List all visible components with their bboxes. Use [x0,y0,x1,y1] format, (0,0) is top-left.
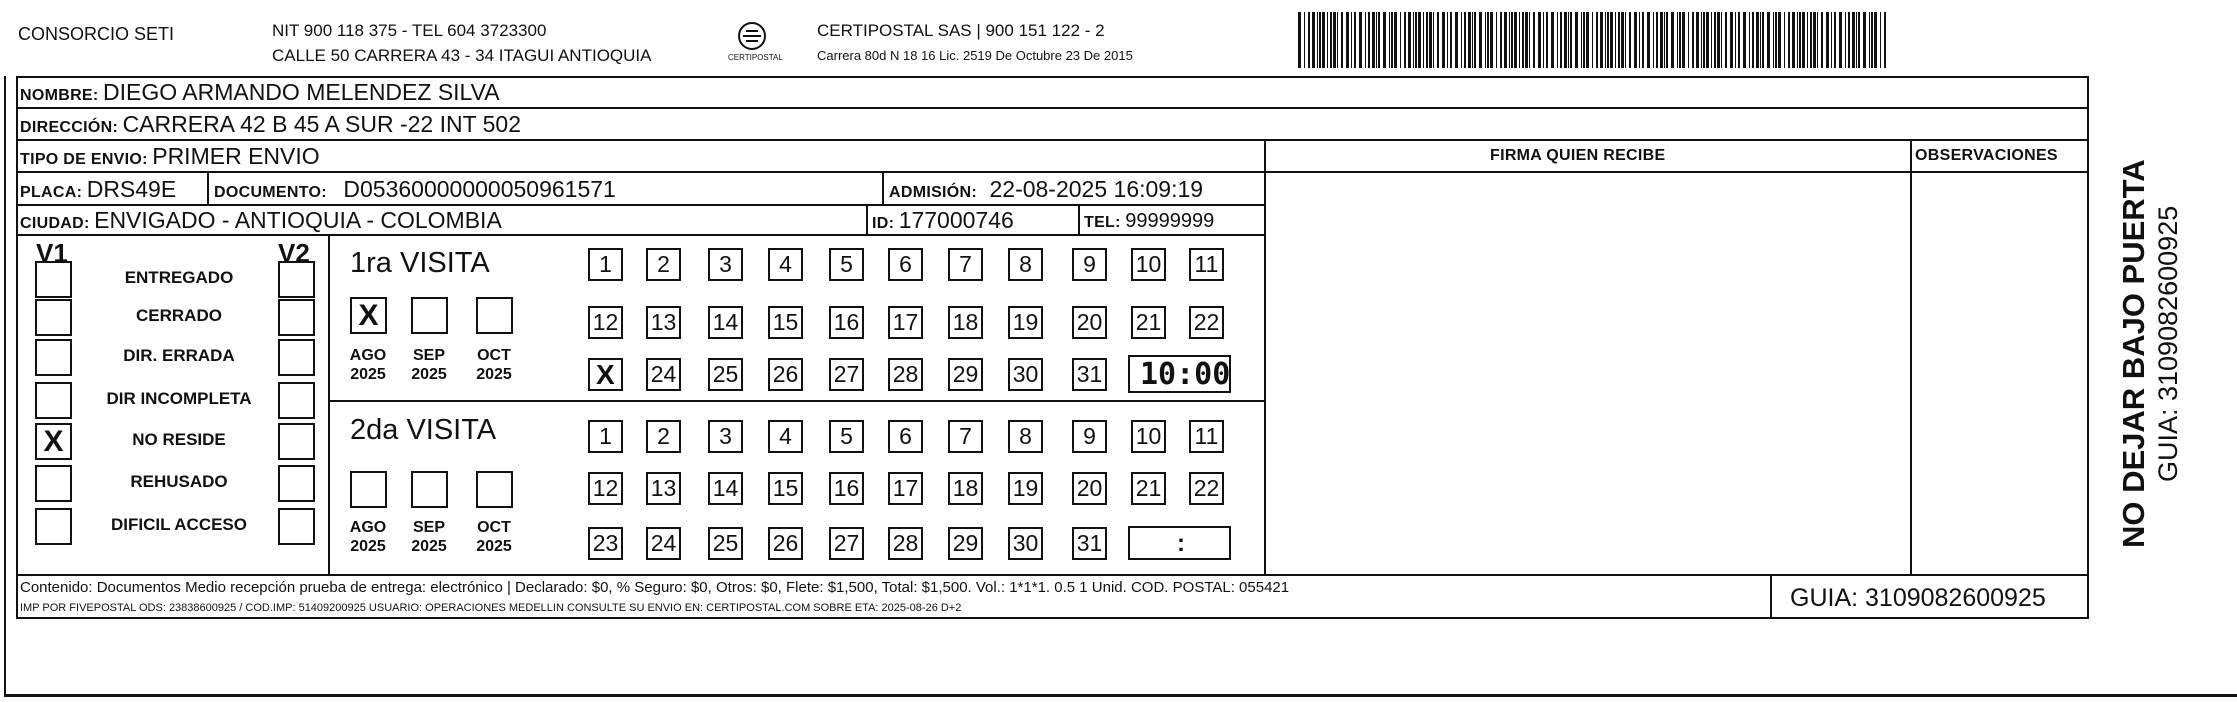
observaciones-label: OBSERVACIONES [1915,147,2058,164]
row-line [328,400,1264,402]
visit2-day-box[interactable]: 1 [588,420,623,453]
visit2-day-box[interactable]: 29 [948,527,983,560]
visit2-day-box[interactable]: 18 [948,472,983,505]
col-line [1910,139,1912,574]
visit1-day-box[interactable]: 3 [708,248,743,281]
visit1-day-box[interactable]: 11 [1189,248,1224,281]
direccion-row [20,113,521,136]
v2-status-checkbox[interactable] [278,465,315,502]
visit1-day-box[interactable]: 15 [768,306,803,339]
visit2-day-box[interactable]: 20 [1072,472,1107,505]
col-line [207,171,209,204]
tel-cell [1084,211,1214,231]
visit2-day-box[interactable]: 30 [1008,527,1043,560]
visit1-time-box[interactable] [1128,355,1231,393]
visit1-day-box[interactable]: 16 [829,306,864,339]
v2-status-checkbox[interactable] [278,339,315,376]
v2-status-checkbox[interactable] [278,382,315,419]
visit2-day-box[interactable]: 5 [829,420,864,453]
visit2-day-box[interactable]: 3 [708,420,743,453]
carrier-sub: Carrera 80d N 18 16 Lic. 2519 De Octubre 23 De 2015 [817,48,1133,63]
v1-status-checkbox[interactable] [35,508,72,545]
footer-contenido: Contenido: Documentos Medio recepción prueba de entrega: electrónico | Declarado: $0, % Seguro: $0, Otros: $0, Flete: $1,500, Total: $1,500. Vol.: 1*1*1. 0.5 1 Unid. COD. POSTAL: 055421 [20,579,1290,596]
v1-status-checkbox[interactable] [35,339,72,376]
col-line [882,171,884,204]
visit2-day-box[interactable]: 10 [1131,420,1166,453]
row-line [16,204,1264,206]
footer-imp: IMP POR FIVEPOSTAL ODS: 23838600925 / COD.IMP: 51409200925 USUARIO: OPERACIONES MEDELLIN CONSULTE SU ENVIO EN: CERTIPOSTAL.COM SOBRE ETA: 2025-08-26 D+2 [20,602,962,614]
visit1-day-box[interactable]: 25 [708,358,743,391]
visit1-day-box[interactable]: 20 [1072,306,1107,339]
ciudad-label: CIUDAD: [20,215,90,232]
tipo-row [20,145,320,168]
visit1-day-box[interactable]: 31 [1072,358,1107,391]
admision-value: 22-08-2025 16:09:19 [989,176,1204,202]
ciudad-cell [20,209,502,232]
footer-line [16,574,2089,576]
nombre-value: DIEGO ARMANDO MELENDEZ SILVA [103,79,500,105]
status-label: DIFICIL ACCESO [110,515,247,534]
visit1-day-box[interactable]: 18 [948,306,983,339]
v1-status-checkbox[interactable] [35,299,72,336]
v2-status-checkbox[interactable] [278,299,315,336]
status-label: CERRADO [136,306,222,325]
visit2-day-box[interactable]: 9 [1072,420,1107,453]
visit1-day-box[interactable] [588,358,623,391]
visit2-month-label: OCT 2025 [476,519,512,555]
visit2-title: 2da VISITA [350,414,497,446]
col-line [1078,204,1080,234]
visit1-month-label: OCT 2025 [476,347,512,383]
side-guia: GUIA: 3109082600925 [2153,205,2183,482]
carrier-line: CERTIPOSTAL SAS | 900 151 122 - 2 [817,21,1105,40]
row-line [1264,171,2089,173]
outer-left-border [4,76,6,696]
visit2-day-box[interactable]: 22 [1189,472,1224,505]
visit2-day-box[interactable]: 12 [588,472,623,505]
nit-line: NIT 900 118 375 - TEL 604 3723300 [272,21,547,40]
v1-status-checkbox[interactable]: X [35,423,72,460]
visit1-day-box[interactable]: 9 [1072,248,1107,281]
placa-value: DRS49E [86,176,177,202]
visit1-day-box[interactable]: 22 [1189,306,1224,339]
documento-label: DOCUMENTO: [214,184,327,201]
tipo-label: TIPO DE ENVIO: [20,151,148,168]
id-value: 177000746 [898,207,1014,233]
v2-label: V2 [278,238,310,268]
visit2-day-box[interactable]: 11 [1189,420,1224,453]
ciudad-value: ENVIGADO - ANTIOQUIA - COLOMBIA [94,207,502,233]
visit1-month-checkbox[interactable]: X [350,297,387,334]
visit2-day-box[interactable]: 27 [829,527,864,560]
certipostal-logo [716,18,788,66]
placa-cell [20,178,176,201]
visit1-day-box[interactable]: 1 [588,248,623,281]
visit2-day-box[interactable]: 24 [646,527,681,560]
id-label: ID: [872,215,895,232]
visit1-day-box[interactable]: 13 [646,306,681,339]
v1-label: V1 [36,238,68,268]
side-warning: NO DEJAR BAJO PUERTA [2116,159,2151,548]
v1-status-checkbox[interactable] [35,465,72,502]
visit1-day-box[interactable]: 28 [888,358,923,391]
v2-status-checkbox[interactable] [278,508,315,545]
tipo-value: PRIMER ENVIO [152,143,320,169]
status-label: ENTREGADO [124,268,234,287]
row-line [16,234,1264,236]
visit2-month-checkbox[interactable] [411,471,448,508]
visit2-day-box[interactable]: 17 [888,472,923,505]
visit1-day-box[interactable]: 26 [768,358,803,391]
status-label: DIR INCOMPLETA [106,389,252,408]
visit1-day-box[interactable]: 29 [948,358,983,391]
visit2-month-label: SEP 2025 [411,519,447,555]
firma-label: FIRMA QUIEN RECIBE [1490,147,1666,164]
footer-guia: GUIA: 3109082600925 [1790,584,2046,612]
visit2-day-box[interactable]: 26 [768,527,803,560]
visit2-day-box[interactable]: 28 [888,527,923,560]
id-cell [872,209,1014,232]
direccion-label: DIRECCIÓN: [20,119,119,136]
visit2-day-box[interactable]: 8 [1008,420,1043,453]
visit1-day-box[interactable]: 30 [1008,358,1043,391]
col-line [328,234,330,574]
visit2-day-box[interactable]: 25 [708,527,743,560]
visit2-day-box[interactable]: 7 [948,420,983,453]
visit1-month-checkbox[interactable] [476,297,513,334]
status-label: REHUSADO [130,472,228,491]
visit2-month-checkbox[interactable] [476,471,513,508]
visit1-day-box[interactable]: 5 [829,248,864,281]
visit1-time: 10:00 [1140,357,1231,392]
visit1-day-box[interactable]: 24 [646,358,681,391]
visit1-day-mark: X [596,359,615,390]
visit2-day-box[interactable]: 16 [829,472,864,505]
visit2-time: : [1177,530,1185,557]
status-label: DIR. ERRADA [123,346,235,365]
visit2-day-box[interactable]: 14 [708,472,743,505]
v2-status-checkbox[interactable] [278,261,315,298]
v1-status-checkbox[interactable] [35,261,72,298]
documento-cell [214,178,616,201]
row-line [16,171,1264,173]
visit2-month-label: AGO 2025 [349,519,387,555]
logo-text: CERTIPOSTAL [728,53,783,62]
visit2-day-box[interactable]: 2 [646,420,681,453]
nombre-label: NOMBRE: [20,87,99,104]
visit1-day-box[interactable]: 17 [888,306,923,339]
visit2-time-box[interactable] [1128,526,1231,560]
tel-label: TEL: [1084,214,1121,231]
col-line [866,204,868,234]
documento-value: D05360000000050961571 [343,176,616,202]
placa-label: PLACA: [20,184,83,201]
row-line [16,139,2089,141]
visit2-day-box[interactable]: 31 [1072,527,1107,560]
company-name: CONSORCIO SETI [18,24,175,44]
col-line [1264,139,1266,574]
v1-status-checkbox[interactable] [35,382,72,419]
visit2-day-box[interactable]: 6 [888,420,923,453]
visit1-day-box[interactable]: 14 [708,306,743,339]
nombre-row [20,81,500,104]
direccion-value: CARRERA 42 B 45 A SUR -22 INT 502 [122,111,521,137]
visit2-day-box[interactable]: 23 [588,527,623,560]
admision-cell [889,178,1203,201]
visit1-day-box[interactable]: 12 [588,306,623,339]
visit1-day-box[interactable]: 21 [1131,306,1166,339]
visit1-day-box[interactable]: 27 [829,358,864,391]
row-line [16,107,2089,109]
visit1-day-box[interactable]: 2 [646,248,681,281]
visit1-day-box[interactable]: 6 [888,248,923,281]
visit1-title: 1ra VISITA [350,247,490,279]
visit2-day-box[interactable]: 4 [768,420,803,453]
visit2-day-box[interactable]: 21 [1131,472,1166,505]
barcode [1298,12,1890,68]
visit2-month-checkbox[interactable] [350,471,387,508]
address-line: CALLE 50 CARRERA 43 - 34 ITAGUI ANTIOQUIA [272,46,652,65]
col-line [1770,574,1772,619]
visit1-day-box[interactable]: 7 [948,248,983,281]
visit1-day-box[interactable]: 8 [1008,248,1043,281]
visit1-day-box[interactable]: 10 [1131,248,1166,281]
main-form-frame [16,76,2089,619]
tel-value: 99999999 [1125,210,1215,232]
visit1-day-box[interactable]: 4 [768,248,803,281]
visit2-day-box[interactable]: 13 [646,472,681,505]
visit1-day-box[interactable]: 19 [1008,306,1043,339]
bottom-rule [4,694,2237,697]
visit2-day-box[interactable]: 15 [768,472,803,505]
v2-status-checkbox[interactable] [278,423,315,460]
admision-label: ADMISIÓN: [889,184,978,201]
visit1-month-label: SEP 2025 [411,347,447,383]
visit2-day-box[interactable]: 19 [1008,472,1043,505]
visit1-month-checkbox[interactable] [411,297,448,334]
visit1-month-label: AGO 2025 [349,347,387,383]
status-label: NO RESIDE [132,430,226,449]
